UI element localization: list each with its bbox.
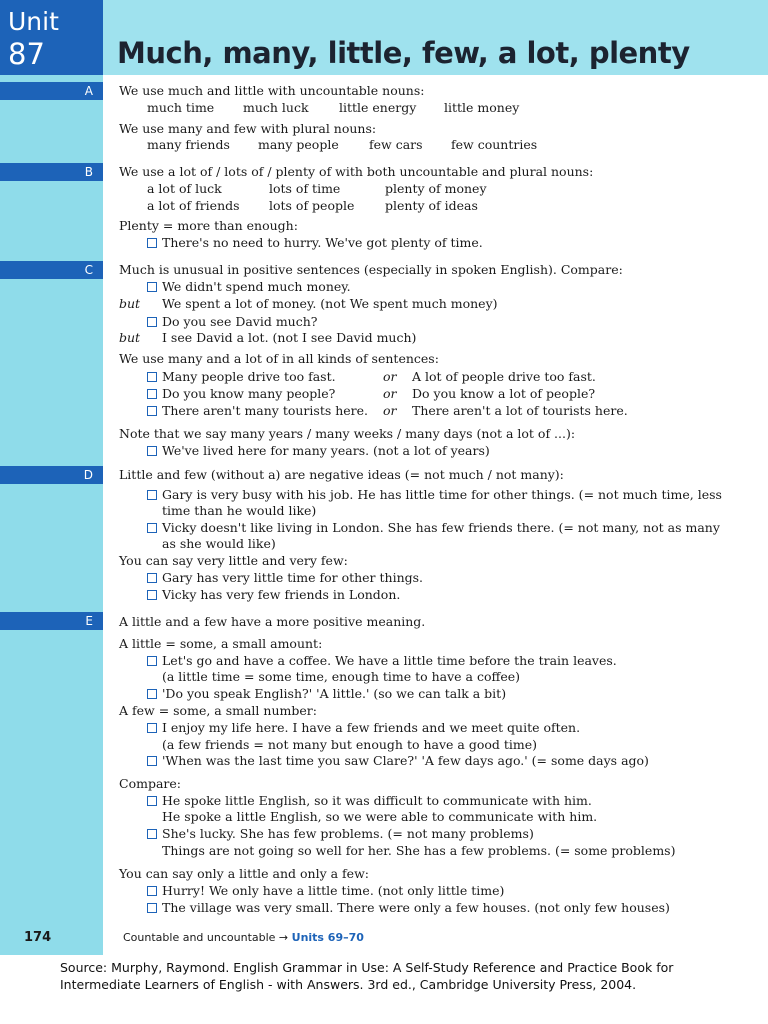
- or-label: or: [383, 403, 397, 418]
- section-marker-c: C: [0, 261, 103, 279]
- page-number: 174: [24, 930, 52, 945]
- checkbox-icon: [147, 756, 157, 766]
- example-a2-1: many friends: [147, 137, 230, 152]
- example-c-r2-b: Do you know a lot of people?: [412, 386, 596, 401]
- rule-a2: We use many and few with plural nouns:: [119, 121, 377, 136]
- checkbox-icon: [147, 590, 157, 600]
- example-c-r3-a: There aren't many tourists here.: [162, 403, 369, 418]
- example-e6b: Things are not going so well for her. She has a few problems. (= some problems): [162, 843, 676, 858]
- unit-box: [0, 0, 103, 75]
- example-e4: 'When was the last time you saw Clare?' 'A few days ago.' (= some days ago): [162, 753, 649, 768]
- rule-c3: Note that we say many years / many weeks / many days (not a lot of ...):: [119, 426, 576, 441]
- example-c-r1-a: Many people drive too fast.: [162, 369, 336, 384]
- rule-a1: We use much and little with uncountable nouns:: [119, 83, 425, 98]
- example-c3: Do you see David much?: [162, 314, 318, 329]
- rule-e2: A little = some, a small amount:: [119, 636, 323, 651]
- example-a2-4: few countries: [451, 137, 538, 152]
- example-d3: Gary has very little time for other things.: [162, 570, 424, 585]
- example-b-r2-2: lots of people: [269, 198, 355, 213]
- section-marker-d: D: [0, 466, 103, 484]
- checkbox-icon: [147, 903, 157, 913]
- example-a1-1: much time: [147, 100, 215, 115]
- rule-e1: A little and a few have a more positive meaning.: [119, 614, 426, 629]
- checkbox-icon: [147, 406, 157, 416]
- example-c5: We've lived here for many years. (not a lot of years): [162, 443, 490, 458]
- units-link[interactable]: Units 69–70: [291, 931, 364, 944]
- example-d1a: Gary is very busy with his job. He has little time for other things. (= not much time, less: [162, 487, 722, 502]
- example-c2: We spent a lot of money. (not We spent much money): [162, 296, 498, 311]
- checkbox-icon: [147, 372, 157, 382]
- unit-label: Unit: [8, 7, 59, 36]
- example-a1-4: little money: [444, 100, 520, 115]
- example-a2-2: many people: [258, 137, 339, 152]
- source-citation: Source: Murphy, Raymond. English Grammar in Use: A Self-Study Reference and Practice Book for Intermediate Learners of English - with Answers. 3rd ed., Cambridge University Press, 2004.: [60, 960, 674, 992]
- rule-e3: A few = some, a small number:: [119, 703, 317, 718]
- example-e2: 'Do you speak English?' 'A little.' (so we can talk a bit): [162, 686, 507, 701]
- example-d2b: as she would like): [162, 536, 276, 551]
- example-c1: We didn't spend much money.: [162, 279, 351, 294]
- example-a1-2: much luck: [243, 100, 309, 115]
- rule-b2: Plenty = more than enough:: [119, 218, 298, 233]
- example-e5a: He spoke little English, so it was difficult to communicate with him.: [162, 793, 592, 808]
- example-e5b: He spoke a little English, so we were able to communicate with him.: [162, 809, 598, 824]
- example-b-r1-1: a lot of luck: [147, 181, 222, 196]
- example-b-r1-3: plenty of money: [385, 181, 487, 196]
- example-e3a: I enjoy my life here. I have a few friends and we meet quite often.: [162, 720, 581, 735]
- example-b-r2-1: a lot of friends: [147, 198, 240, 213]
- section-marker-a: A: [0, 82, 103, 100]
- example-e3b: (a few friends = not many but enough to have a good time): [162, 737, 538, 752]
- checkbox-icon: [147, 796, 157, 806]
- example-e8: The village was very small. There were only a few houses. (not only few houses): [162, 900, 670, 915]
- checkbox-icon: [147, 490, 157, 500]
- section-marker-e: E: [0, 612, 103, 630]
- footer-crossref: [123, 931, 364, 944]
- checkbox-icon: [147, 829, 157, 839]
- example-a1-3: little energy: [339, 100, 417, 115]
- checkbox-icon: [147, 389, 157, 399]
- example-d4: Vicky has very few friends in London.: [162, 587, 401, 602]
- checkbox-icon: [147, 446, 157, 456]
- example-b-r1-2: lots of time: [269, 181, 341, 196]
- example-e6a: She's lucky. She has few problems. (= not many problems): [162, 826, 534, 841]
- example-b-r2-3: plenty of ideas: [385, 198, 478, 213]
- unit-number: 87: [8, 37, 45, 71]
- rule-c1: Much is unusual in positive sentences (especially in spoken English). Compare:: [119, 262, 623, 277]
- checkbox-icon: [147, 238, 157, 248]
- checkbox-icon: [147, 282, 157, 292]
- but-label: but: [119, 330, 141, 345]
- rule-d2: You can say very little and very few:: [119, 553, 348, 568]
- section-marker-b: B: [0, 163, 103, 181]
- checkbox-icon: [147, 317, 157, 327]
- or-label: or: [383, 369, 397, 384]
- but-label: but: [119, 296, 141, 311]
- checkbox-icon: [147, 523, 157, 533]
- example-c-r1-b: A lot of people drive too fast.: [412, 369, 596, 384]
- rule-d1: Little and few (without a) are negative ideas (= not much / not many):: [119, 467, 564, 482]
- rule-e5: You can say only a little and only a few:: [119, 866, 369, 881]
- example-e7: Hurry! We only have a little time. (not only little time): [162, 883, 505, 898]
- rule-b1: We use a lot of / lots of / plenty of with both uncountable and plural nouns:: [119, 164, 594, 179]
- title-bar: [103, 0, 768, 75]
- rule-e4: Compare:: [119, 776, 181, 791]
- example-d2a: Vicky doesn't like living in London. She has few friends there. (= not many, not as many: [162, 520, 720, 535]
- checkbox-icon: [147, 573, 157, 583]
- or-label: or: [383, 386, 397, 401]
- example-c-r2-a: Do you know many people?: [162, 386, 336, 401]
- checkbox-icon: [147, 689, 157, 699]
- checkbox-icon: [147, 656, 157, 666]
- example-a2-3: few cars: [369, 137, 423, 152]
- example-c4: I see David a lot. (not I see David much): [162, 330, 417, 345]
- checkbox-icon: [147, 886, 157, 896]
- footer-text: Countable and uncountable →: [123, 931, 289, 944]
- checkbox-icon: [147, 723, 157, 733]
- example-d1b: time than he would like): [162, 503, 317, 518]
- rule-c2: We use many and a lot of in all kinds of sentences:: [119, 351, 439, 366]
- example-e1b: (a little time = some time, enough time to have a coffee): [162, 669, 521, 684]
- example-e1a: Let's go and have a coffee. We have a little time before the train leaves.: [162, 653, 617, 668]
- example-c-r3-b: There aren't a lot of tourists here.: [412, 403, 628, 418]
- example-b-plenty: There's no need to hurry. We've got plenty of time.: [162, 235, 483, 250]
- page-title: Much, many, little, few, a lot, plenty: [117, 36, 690, 70]
